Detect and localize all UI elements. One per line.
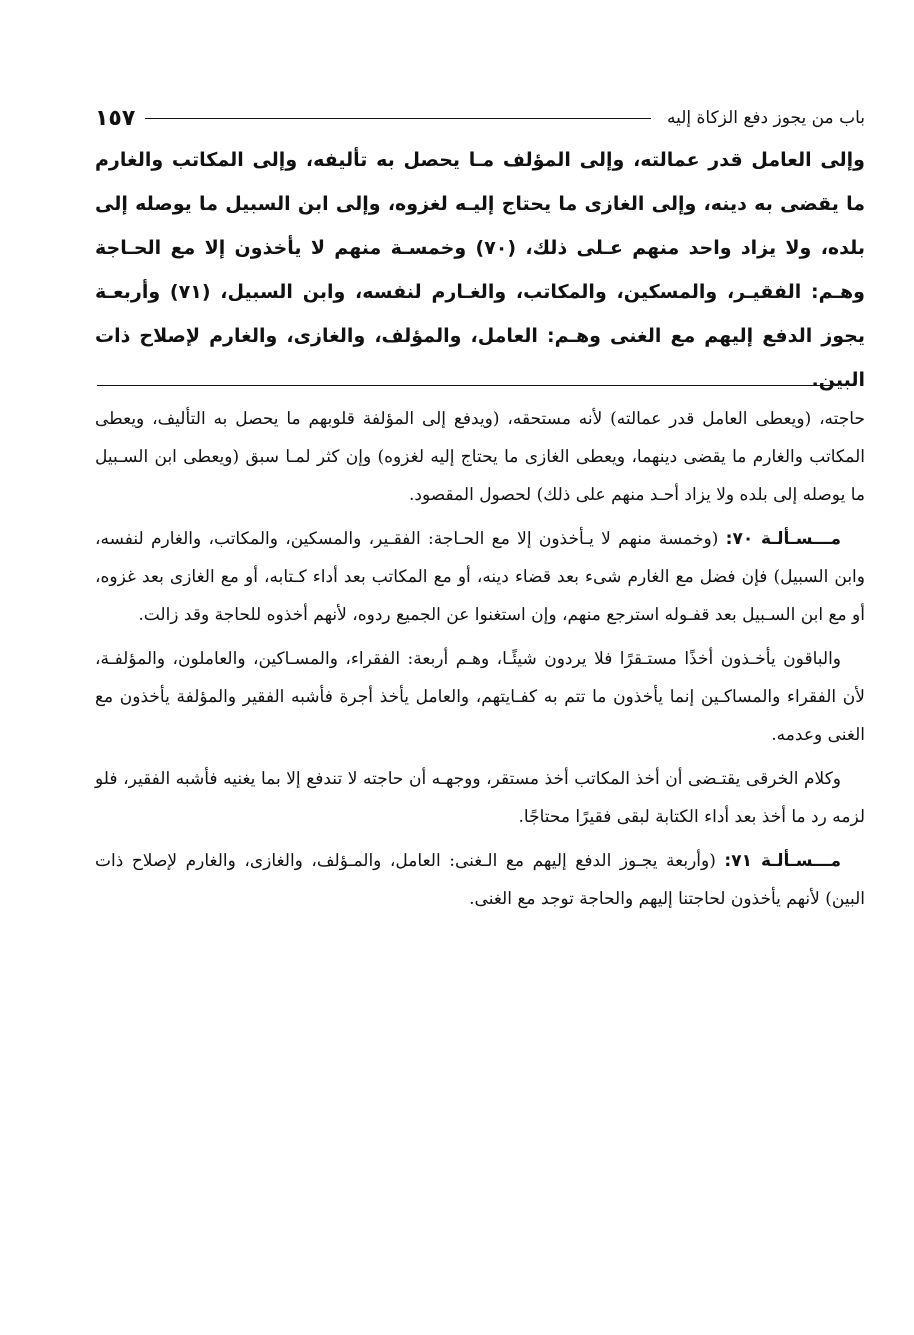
section-divider — [97, 385, 832, 386]
main-text-paragraph: وإلى العامل قدر عمالته، وإلى المؤلف مـا يحصل به تأليفه، وإلى المكاتب والغارم ما يقضى به دينه، وإلى الغازى ما يحتاج إليـه لغزوه، وإلى ابن السبيل ما يوصله إلى بلده، ولا يزاد واحد منهم عـلى ذلك، (٧٠) وخمسـة منهم لا يأخذون إلا مع الحـاجة وهـم: الفقيـر، والمسكين، والمكاتب، والغـارم لنفسه، وابن السبيل، (٧١) وأربعـة يجوز الدفع إليهم مع الغنى وهـم: العامل، والمؤلف، والغازى، والغارم لإصلاح ذات البين. — [95, 149, 865, 391]
commentary-block — [95, 400, 865, 924]
commentary-paragraph-1: حاجته، (ويعطى العامل قدر عمالته) لأنه مستحقه، (ويدفع إلى المؤلفة قلوبهم ما يحصل به التأليف، ويعطى المكاتب والغارم ما يقضى دينهما، ويعطى الغازى ما يحتاج إليه لغزوه) وإن كثر لمـا سبق (ويعطى ابن السـبيل ما يوصله إلى بلده ولا يزاد أحـد منهم على ذلك) لحصول المقصود. — [95, 409, 865, 505]
commentary-paragraph-4: وكلام الخرقى يقتـضى أن أخذ المكاتب أخذ مستقر، ووجهـه أن حاجته لا تندفع إلا بما يغنيه فأشبه الفقير، فلو لزمه رد ما أخذ بعد أداء الكتابة لبقى فقيرًا محتاجًا. — [95, 769, 865, 827]
header-rule — [145, 118, 651, 119]
masala-70-label: مـــسـألـة ٧٠: — [725, 529, 841, 549]
chapter-title: باب من يجوز دفع الزكاة إليه — [666, 108, 865, 128]
masala-71-paragraph — [95, 842, 865, 918]
masala-70-text: (وخمسة منهم لا يـأخذون إلا مع الحـاجة: الفقـير، والمسكين، والمكاتب، والغارم لنفسه، وابن السبيل) فإن فضل مع الغارم شىء بعد قضاء دينه، أو مع المكاتب بعد أداء كـتابه، أو مع الغازى بعد غزوه، أو مع ابن السـبيل بعد قفـوله استرجع منهم، وإن استغنوا عن الجميع ردوه، لأنهم أخذوه للحاجة وقد زالت. — [95, 529, 865, 625]
masala-70-paragraph — [95, 520, 865, 634]
masala-71-text: (وأربعة يجـوز الدفع إليهم مع الـغنى: العامل، والمـؤلف، والغازى، والغارم لإصلاح ذات البين) لأنهم يأخذون لحاجتنا إليهم والحاجة توجد مع الغنى. — [95, 851, 865, 909]
running-header — [95, 100, 865, 136]
masala-71-label: مـــسـألـة ٧١: — [724, 851, 842, 871]
commentary-paragraph-3: والباقون يأخـذون أخذًا مستـقرًا فلا يردون شيئًـا، وهـم أربعة: الفقراء، والمسـاكين، والعاملون، والمؤلفـة، لأن الفقراء والمساكـين إنما يأخذون ما تتم به كفـايتهم، والعامل يأخذ أجرة فأشبه الفقير والمؤلفة يأخذون مع الغنى وعدمه. — [95, 649, 865, 745]
page-number: ١٥٧ — [95, 105, 136, 131]
main-text-block — [95, 138, 865, 402]
